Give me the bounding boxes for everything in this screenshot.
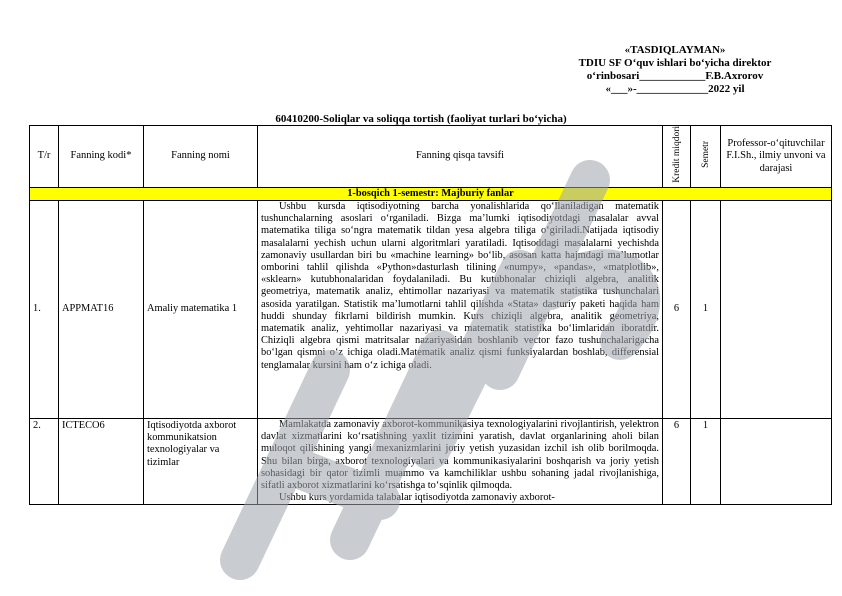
approval-signature: o‘rinbosari____________F.B.Axrorov: [586, 70, 764, 82]
header-desc: Fanning qisqa tavsifi: [258, 126, 663, 188]
section-row: [30, 187, 832, 200]
approval-date: «___»-_____________2022 yil: [605, 83, 745, 95]
approval-title: «TASDIQLAYMAN»: [624, 44, 726, 56]
row-name: Amaliy matematika 1: [144, 200, 258, 418]
row-code: ICTECO6: [59, 418, 144, 504]
row-semester: 1: [691, 200, 721, 418]
row-credit: 6: [663, 418, 691, 504]
row-professor: [721, 200, 832, 418]
program-title: 60410200-Soliqlar va soliqqa tortish (faoliyat turlari bo‘yicha): [275, 113, 567, 125]
header-num: T/r: [30, 126, 59, 188]
header-credit: Kredit miqdori: [663, 126, 691, 188]
row-semester: 1: [691, 418, 721, 504]
table-header-row: [30, 126, 832, 188]
row-credit: 6: [663, 200, 691, 418]
approval-block: [540, 44, 810, 96]
header-name: Fanning nomi: [144, 126, 258, 188]
row-desc: Ushbu kursda iqtisodiyotning barcha yonalishlarida qo‘llaniladigan matematik tushunchalarning asoslari o‘rganiladi. Bizga ma’lumki iqtisodiyotdagi masalalar avval matematika tiliga so‘ngra matematik tildan yesa algebra tiliga o‘giriladi.Natijada iqtisodiy masalalarni yechish uchun ularni algoritmlari yaratiladi. Iqtisoddagi masalalarni yechishda zamonaviy usullardan biri bu «machine learning» bo‘lib, asosan katta hajmdagi ma’lumotlar omborini tahlil qilishda «Python»dasturlash tilining «numpy», «pandas», «matplotlib», «sklearn» kutubhonalaridan foydalaniladi. Bu kutubhonalar chiziqli algebra, analitik geometriya, matematik analiz, ehtimollar nazariyasi va matematik statistika tushunchalari asosida yaratilgan. Statistik ma’lumotlarni tahlil qilishda «Stata» dasturiy paketi haqida ham huddi shunday fikrlarni bildirish mumkin. Kurs chiziqli algebra, analitik geometriya, matematik analiz, yehtimollar nazariyasi va matematik statistika bo‘limlaridan iboratdir. Chiziqli algebra qismi matritsalar nazariyasidan boshlanib vector fazo tushunchalarigacha bo‘lgan qismni o‘z ichiga oladi.Matematik analiz qismi funksiyalardan boshlab, differensial tenglamalar kursini ham o‘z ichiga oladi.: [258, 200, 663, 418]
header-semester: Semetr: [691, 126, 721, 188]
row-professor: [721, 418, 832, 504]
table-row: [30, 200, 832, 418]
row-name: Iqtisodiyotda axborot kommunikatsion texnologiyalar va tizimlar: [144, 418, 258, 504]
section-title: 1-bosqich 1-semestr: Majburiy fanlar: [30, 187, 832, 200]
row-code: APPMAT16: [59, 200, 144, 418]
row-num: 1.: [30, 200, 59, 418]
header-code: Fanning kodi*: [59, 126, 144, 188]
row-num: 2.: [30, 418, 59, 504]
table-row: [30, 418, 832, 504]
header-professor: Professor-o‘qituvchilar F.I.Sh., ilmiy unvoni va darajasi: [721, 126, 832, 188]
approval-position: TDIU SF O‘quv ishlari bo‘yicha direktor: [578, 57, 772, 69]
curriculum-table: [29, 125, 832, 505]
row-desc: Mamlakatda zamonaviy axborot-kommunikasiya texnologiyalarini rivojlantirish, yelektron davlat xizmatlarini ko‘rsatishning yaxlit tizimini yaratish, davlat organlarining aholi bilan muloqot qilishining yangi mexanizmlarini joriy yetish yuzasidan izchil ish olib borilmoqda. Shu bilan birga, axborot texnologiyalari va kommunikasiyalarini boshqarish va joriy yetish sohasidagi bir qator tizimli muammo va kamchiliklar ushbu sohaning jadal rivojlanishiga, sifatli axborot xizmatlarini ko‘rsatishga to‘sqinlik qilmoqda. Ushbu kurs yordamida talabalar iqtisodiyotda zamonaviy axborot-: [258, 418, 663, 504]
